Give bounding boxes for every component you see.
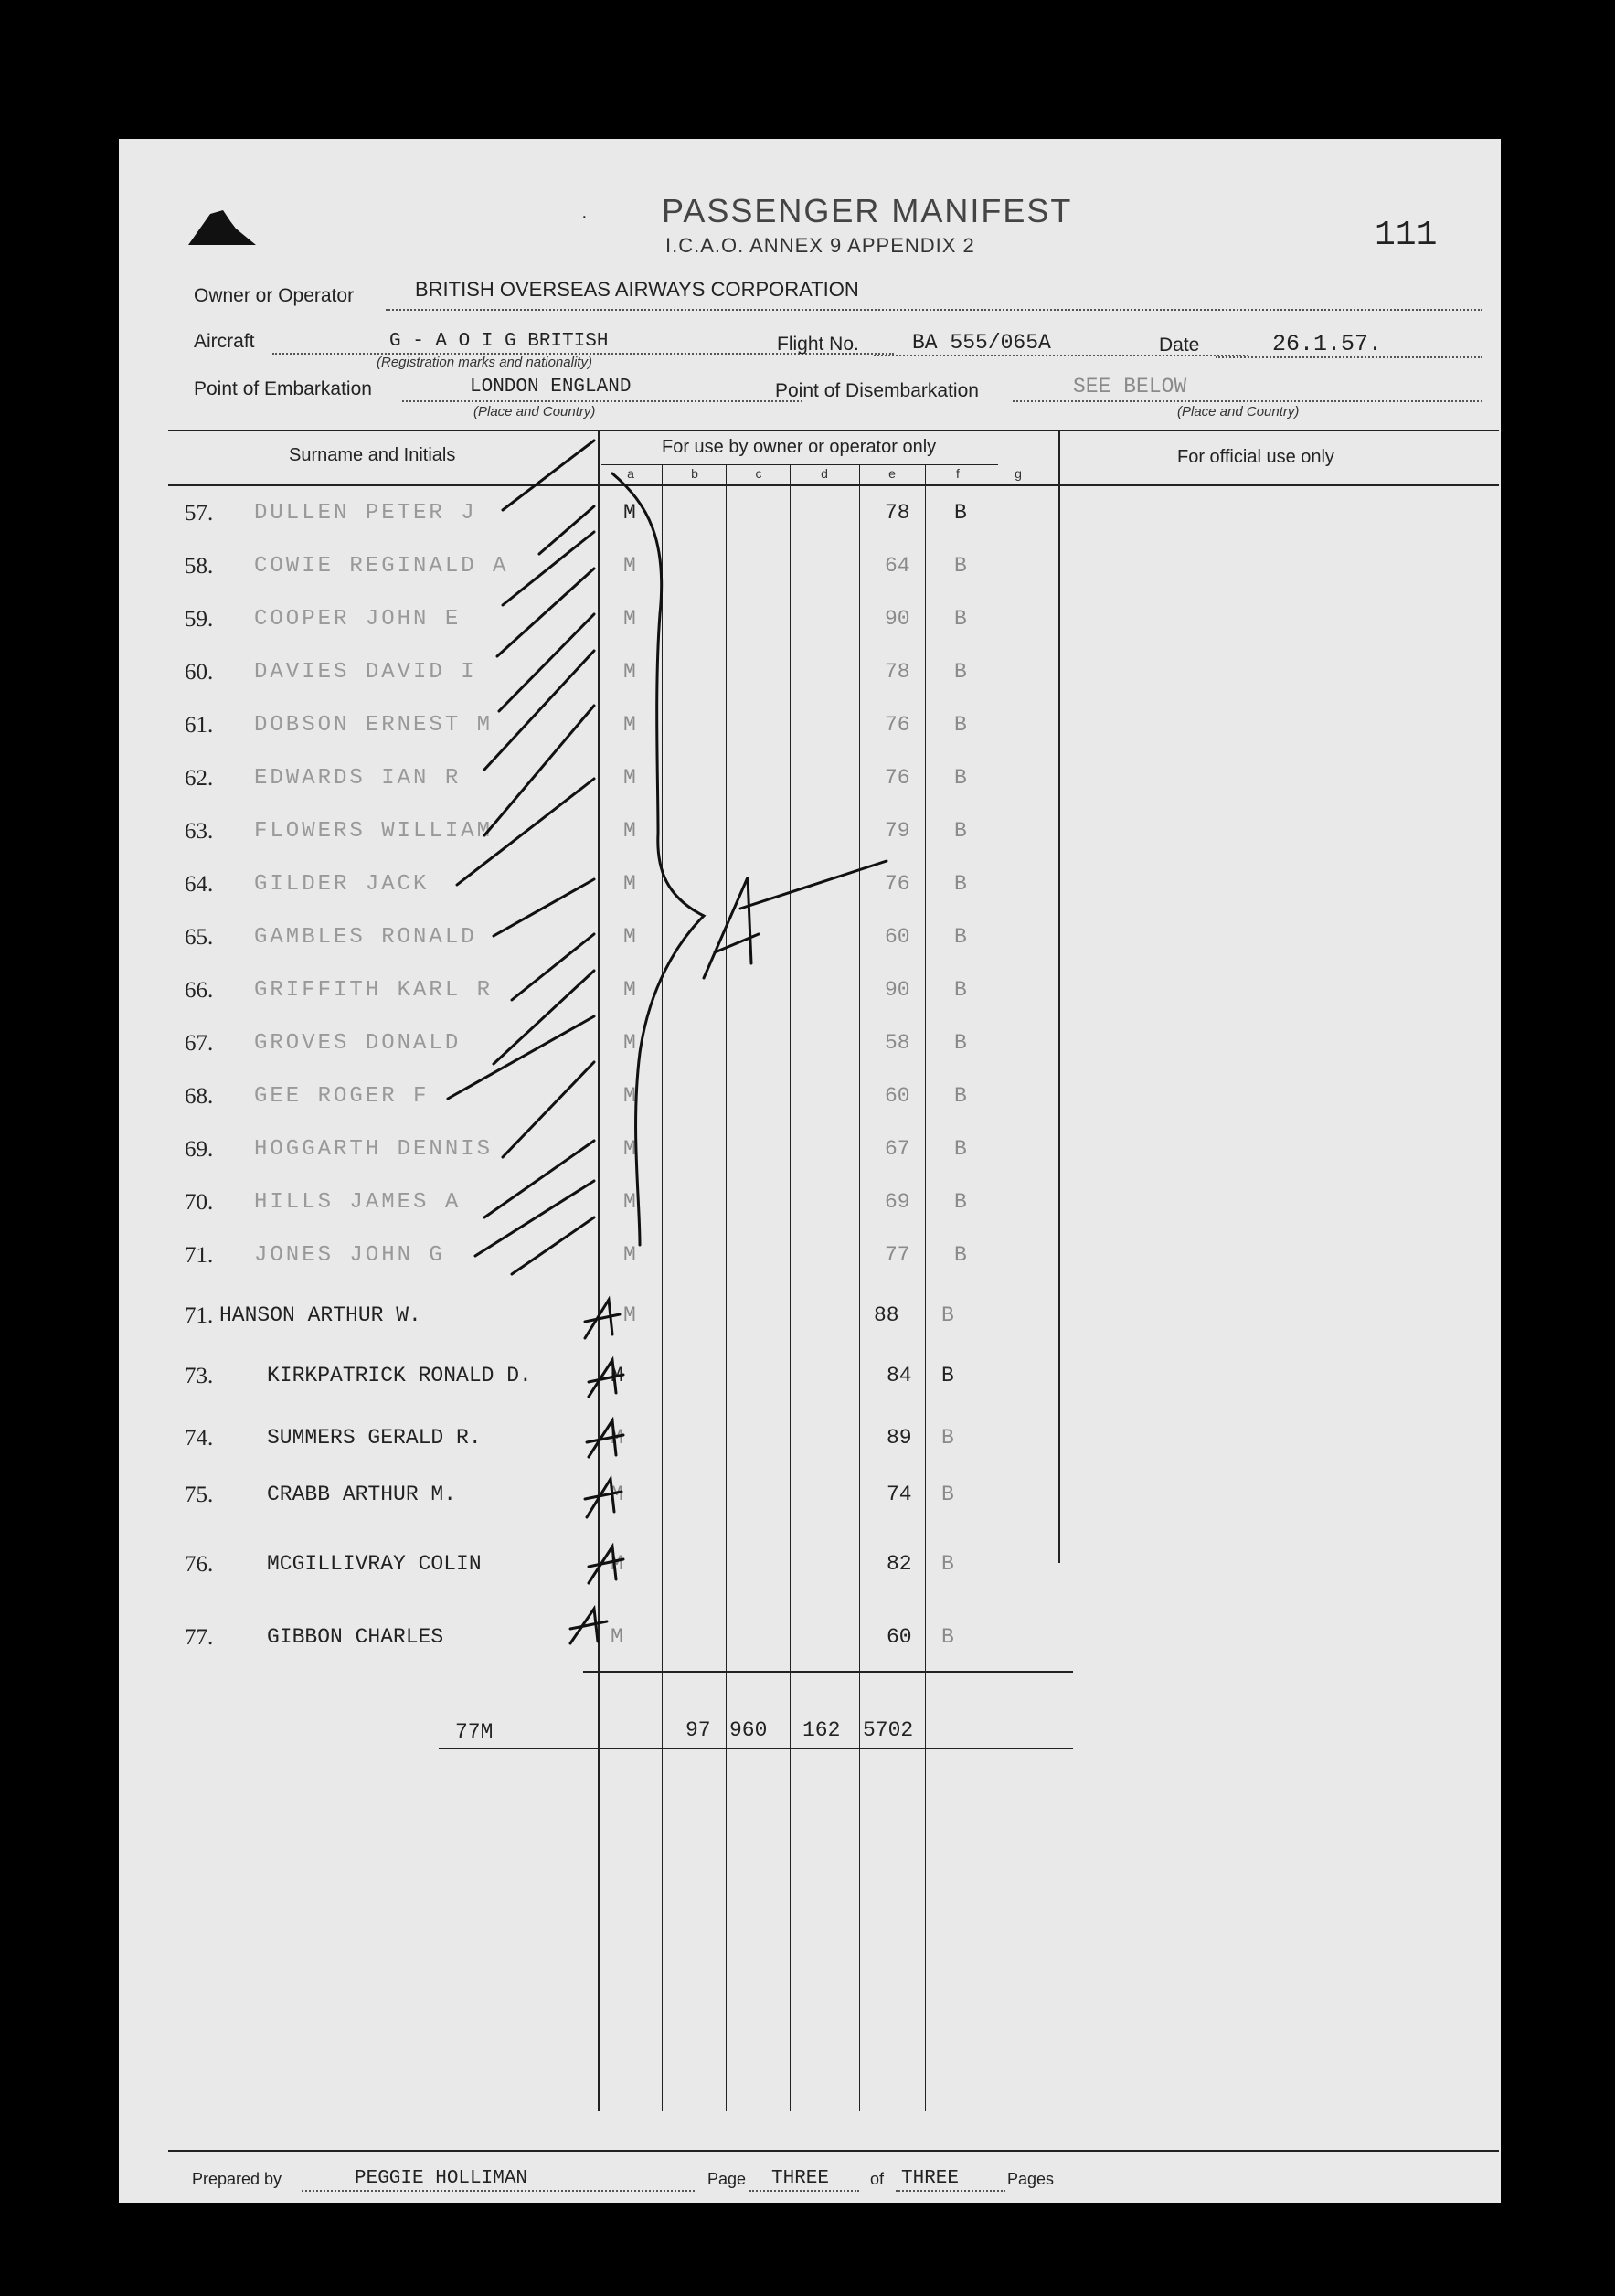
of-label: of [870, 2170, 885, 2188]
aircraft-note: (Registration marks and nationality) [377, 355, 592, 370]
date-value: 26.1.57. [1272, 331, 1383, 357]
disembarkation-label: Point of Disembarkation [775, 380, 979, 401]
handwritten-annotations [119, 139, 1501, 2203]
subcol-c: c [755, 466, 762, 481]
date-label: Date [1159, 335, 1200, 356]
embarkation-note: (Place and Country) [473, 404, 596, 420]
pages-label: Pages [1007, 2170, 1055, 2188]
column-surname: Surname and Initials [289, 445, 456, 465]
total-d: 162 [802, 1718, 841, 1742]
column-official: For official use only [1177, 447, 1334, 467]
embarkation-label: Point of Embarkation [194, 378, 372, 399]
total-e: 5702 [863, 1718, 914, 1742]
page-label: Page [707, 2170, 747, 2188]
page-number: 111 [1375, 216, 1438, 255]
subcol-a: a [627, 466, 634, 481]
embarkation-value: LONDON ENGLAND [470, 377, 632, 398]
flight-label: Flight No. [777, 334, 859, 355]
manifest-sheet: PASSENGER MANIFEST I.C.A.O. ANNEX 9 APPENDIX 2 111 · Owner or Operator BRITISH OVERSEAS AIRWAYS CORPORATION Aircraft G - A O I G BRITISH (Registration marks and nationality) Flight No. BA 555/065A Date 26.1.57. Point of Embarkation LONDON ENGLAND (Place and Country) Point of Disembarkation SEE BELOW (Place and Country) Surname and Initials For use by owner or operator only For official use only a b c d e f g 57. DULLEN PETER J M 78 B 58. COWIE REGINALD A M 64 B 59. COOPER JOHN E M 90 B 60. DAVIES DAVID I M 78 B 61. DOBSON ERNEST M M 76 B 62. EDWARDS IAN R M 76 B 63. FLOWERS WILLIAM M 79 B 64. GILDER JACK M 76 B 65. GAMBLES RONALD M 60 B 66. GRIFFITH KARL R M 90 B 67. GROVES DONALD M 58 B 68. GEE ROGER F M 60 B 69. HOGGARTH DENNIS M 67 B 70. HILLS JAMES A M 69 B 71. JONES JOHN G M 77 B 71. HANSON ARTHUR W. M 88 B 73. KIRKPATRICK RONALD D. M 84 B 74. SUMMERS GERALD R. M 89 B 75. CRABB ARTHUR M. M 74 B 76. MCGILLIVRAY COLIN M 82 B 77. GIBBON CHARLES M 60 B 77M 97 960 162 5702 Prepared by PEGGIE HOLLIMAN Page THREE of THREE Pages [119, 139, 1501, 2203]
aircraft-value: G - A O I G BRITISH [389, 331, 609, 352]
disembarkation-note: (Place and Country) [1177, 404, 1300, 420]
totals-label: 77M [455, 1720, 494, 1744]
page-subtitle: I.C.A.O. ANNEX 9 APPENDIX 2 [665, 234, 975, 257]
subcol-g: g [1015, 466, 1022, 481]
owner-label: Owner or Operator [194, 285, 355, 306]
subcol-d: d [821, 466, 828, 481]
flight-value: BA 555/065A [912, 331, 1051, 355]
page-value: THREE [771, 2168, 830, 2189]
dot-mark: · [581, 207, 588, 227]
disembarkation-value: SEE BELOW [1073, 375, 1187, 399]
subcol-b: b [691, 466, 698, 481]
total-b: 97 [685, 1718, 711, 1742]
of-value: THREE [901, 2168, 960, 2189]
aircraft-label: Aircraft [194, 331, 255, 352]
owner-value: BRITISH OVERSEAS AIRWAYS CORPORATION [415, 278, 859, 301]
total-c: 960 [729, 1718, 768, 1742]
subcol-e: e [888, 466, 896, 481]
prepared-value: PEGGIE HOLLIMAN [355, 2168, 528, 2189]
page-title: PASSENGER MANIFEST [662, 192, 1073, 229]
subcol-f: f [956, 466, 960, 481]
prepared-label: Prepared by [192, 2170, 282, 2188]
column-owner-use: For use by owner or operator only [662, 437, 937, 457]
